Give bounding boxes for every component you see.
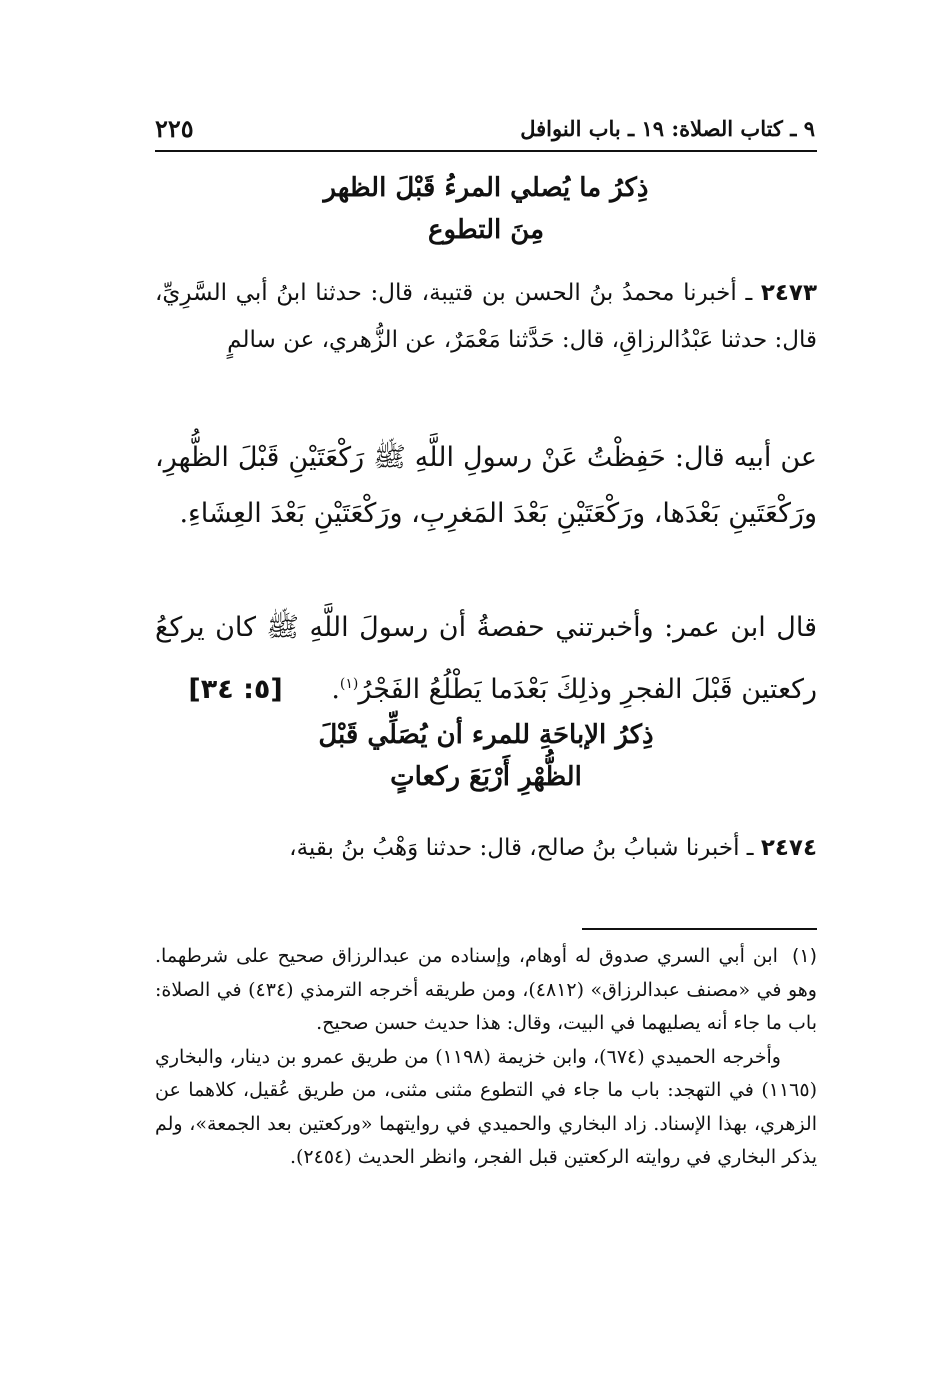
footnote-text: ابن أبي السري صدوق له أوهام، وإسناده من عبدالرزاق صحيح على شرطهما. وهو في «مصنف عبدالرزاق» (٤٨١٢)، ومن طريقه أخرجه الترمذي (٤٣٤) في الصلاة: باب ما جاء أنه يصليهما في البيت، وقال: هذا حديث حسن صحيح. — [155, 945, 817, 1034]
footnote-marker: (١) — [791, 945, 817, 967]
hadith-2473-chain — [155, 270, 817, 364]
footnote-1-continuation: وأخرجه الحميدي (٦٧٤)، وابن خزيمة (١١٩٨) من طريق عمرو بن دينار، والبخاري (١١٦٥) في التهجد: باب ما جاء في التطوع مثنى مثنى، من طريق عُقيل، كلاهما عن الزهري، بهذا الإسناد. زاد البخاري والحميدي في روايتهما «وركعتين بعد الجمعة»، ولم يذكر البخاري في روايته الركعتين قبل الفجر، وانظر الحديث (٢٤٥٤). — [155, 1045, 817, 1168]
hadith-matn-text: قال ابن عمر: وأخبرتني حفصةُ أن رسولَ اللَّهِ ﷺ كان يركعُ ركعتين قَبْلَ الفجرِ وذلِكَ بَعْدَما يَطْلُعُ الفَجْرُ — [155, 612, 817, 705]
section-heading-2-line1: ذِكرُ الإباحَةِ للمرء أن يُصَلِّي قَبْلَ — [318, 720, 654, 750]
footnote-rule — [582, 928, 817, 930]
section-heading-1 — [155, 168, 817, 251]
section-heading-1-line2: مِنَ التطوع — [427, 214, 545, 245]
page-number: ٢٢٥ — [155, 113, 194, 143]
footnote-1 — [155, 940, 817, 1041]
hadith-2473-matn-1: عن أبيه قال: حَفِظْتُ عَنْ رسولِ اللَّهِ ﷺ رَكْعَتَيْنِ قَبْلَ الظُّهرِ، ورَكْعَتَينِ بَعْدَها، ورَكْعَتَيْنِ بَعْدَ المَغرِبِ، ورَكْعَتَيْنِ بَعْدَ العِشَاءِ. — [155, 442, 817, 529]
hadith-chain-text: ـ أخبرنا محمدُ بنُ الحسن بن قتيبة، قال: حدثنا ابنُ أبي السَّرِيِّ، قال: حدثنا عَبْدُالرزاقِ، قال: حَدَّثنا مَعْمَرٌ، عن الزُّهري، عن سالمٍ — [155, 280, 817, 353]
footnotes — [155, 940, 817, 1175]
running-head: ٩ ـ كتاب الصلاة: ١٩ ـ باب النوافل — [520, 115, 815, 141]
hadith-number: ٢٤٧٣ — [760, 280, 817, 306]
hadith-2473-matn-2: قال ابن عمر: وأخبرتني حفصةُ أن رسولَ اللَّهِ ﷺ كان يركعُ ركعتين قَبْلَ الفجرِ وذلِكَ بَعْدَما يَطْلُعُ الفَجْرُ$^{(١)}$. [٥: ٣٤] — [155, 612, 817, 705]
source-reference: [٥: ٣٤] — [188, 674, 283, 705]
section-heading-1-line1: ذِكرُ ما يُصلي المرءُ قَبْلَ الظهر — [323, 173, 649, 203]
section-heading-2-line2: الظُّهْرِ أَرْبَعَ ركعاتٍ — [390, 761, 582, 792]
hadith-2474-chain — [155, 825, 817, 872]
header-rule — [155, 150, 817, 152]
footnote-reference[interactable]: (١) — [339, 676, 359, 692]
hadith-chain-text: ـ أخبرنا شبابُ بنُ صالح، قال: حدثنا وَهْبُ بنُ بقية، — [289, 835, 754, 861]
hadith-number: ٢٤٧٤ — [760, 835, 817, 861]
page-header — [155, 108, 815, 148]
section-heading-2 — [155, 715, 817, 798]
